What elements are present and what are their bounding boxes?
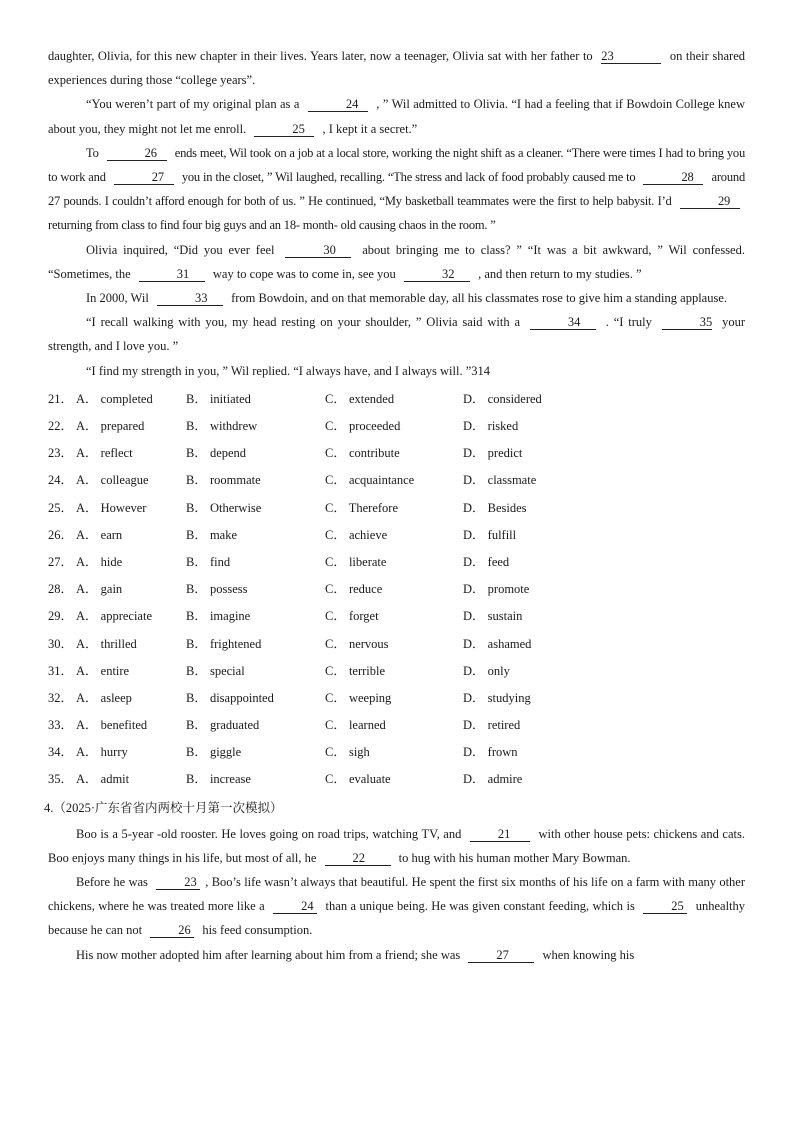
option-a[interactable]: A． admit <box>76 772 130 787</box>
question-row <box>48 386 745 413</box>
option-d[interactable]: D． Besides <box>463 500 527 515</box>
text: ends meet, Wil took on a job at a local store, working the night shift as a cleaner. “There were times I had to bring you to work and <box>48 145 745 185</box>
question-row <box>48 413 745 440</box>
text: daughter, Olivia, for this new chapter in their lives. Years later, now a teenager, Olivia sat with her father to <box>48 49 597 63</box>
question-number: 25． <box>48 500 74 515</box>
option-d[interactable]: D． feed <box>463 554 510 569</box>
blank-33: 33 <box>157 291 223 306</box>
blank-21: 21 <box>470 827 530 842</box>
question-row <box>48 712 745 739</box>
question-row <box>48 576 745 603</box>
option-b[interactable]: B． special <box>186 663 245 678</box>
option-a[interactable]: A． appreciate <box>76 609 153 624</box>
option-c[interactable]: C． learned <box>325 718 386 733</box>
option-b[interactable]: B． giggle <box>186 745 242 760</box>
option-b[interactable]: B． increase <box>186 772 251 787</box>
passage-paragraph <box>48 238 745 286</box>
text: around 27 pounds. I couldn’t afford enough for both of us. ” He continued, “My basketball teammates were the first to help babysit. I’d <box>48 170 746 209</box>
option-d[interactable]: D． only <box>463 663 510 678</box>
option-a[interactable]: A． However <box>76 500 147 515</box>
option-a[interactable]: A． benefited <box>76 718 148 733</box>
passage-paragraph <box>48 943 745 967</box>
text: In 2000, Wil <box>86 291 152 306</box>
option-b[interactable]: B． graduated <box>186 718 260 733</box>
blank-23: 23 <box>156 875 200 890</box>
question-row <box>48 631 745 658</box>
option-c[interactable]: C． terrible <box>325 663 386 678</box>
option-c[interactable]: C． liberate <box>325 554 387 569</box>
text: when knowing his <box>539 947 635 962</box>
passage-paragraph <box>48 141 745 238</box>
question-number: 28． <box>48 582 74 597</box>
option-a[interactable]: A． hide <box>76 554 123 569</box>
question-row <box>48 495 745 522</box>
text: , ” Wil admitted to Olivia. “I had a feeling that if Bowdoin College knew about you, they might not let me enroll. <box>48 97 746 136</box>
blank-29: 29 <box>680 194 740 209</box>
option-d[interactable]: D． predict <box>463 446 523 461</box>
text: , I kept it a secret.” <box>319 121 418 136</box>
option-c[interactable]: C． forget <box>325 609 379 624</box>
option-c[interactable]: C． weeping <box>325 690 392 705</box>
blank-24: 24 <box>273 899 317 914</box>
blank-27: 27 <box>468 948 534 963</box>
question-number: 35． <box>48 772 74 787</box>
text: , Boo’s life wasn’t always that beautiful. He spent the first six months of his life on a farm with many other chickens, where he was treated more like a <box>48 875 746 914</box>
option-c[interactable]: C． contribute <box>325 446 400 461</box>
text: on their shared experiences during those “college years”. <box>48 49 745 88</box>
question-number: 21． <box>48 391 74 406</box>
option-c[interactable]: C． reduce <box>325 582 383 597</box>
option-d[interactable]: D． admire <box>463 772 523 787</box>
text: “I find my strength in you, ” Wil replied. “I always have, and I always will. ”314 <box>86 363 491 378</box>
option-d[interactable]: D． frown <box>463 745 518 760</box>
document-page <box>44 44 746 967</box>
options-list <box>48 386 745 794</box>
option-d[interactable]: D． considered <box>463 391 542 406</box>
option-d[interactable]: D． ashamed <box>463 636 532 651</box>
passage-paragraph <box>48 44 745 92</box>
question-row <box>48 766 745 793</box>
option-a[interactable]: A． asleep <box>76 690 132 705</box>
blank-24: 24 <box>308 97 368 112</box>
option-c[interactable]: C． extended <box>325 391 395 406</box>
text: to hug with his human mother Mary Bowman. <box>395 850 631 865</box>
text: unhealthy because he can not <box>48 899 746 938</box>
question-number: 32． <box>48 690 74 705</box>
passage-paragraph <box>48 870 745 943</box>
question-row <box>48 685 745 712</box>
text: about bringing me to class? ” “It was a bit awkward, ” Wil confessed. “Sometimes, the <box>48 242 745 281</box>
text: his feed consumption. <box>199 923 313 938</box>
text: . “I truly <box>600 315 657 330</box>
question-row <box>48 440 745 467</box>
question-row <box>48 603 745 630</box>
option-b[interactable]: B． roommate <box>186 473 261 488</box>
option-a[interactable]: A． thrilled <box>76 636 137 651</box>
blank-31: 31 <box>139 267 205 282</box>
blank-30: 30 <box>285 243 351 258</box>
option-d[interactable]: D． studying <box>463 690 531 705</box>
passage-paragraph <box>48 286 745 310</box>
text: Before he was <box>76 875 152 890</box>
option-c[interactable]: C． sigh <box>325 745 370 760</box>
option-b[interactable]: B． possess <box>186 582 248 597</box>
passage-paragraph <box>48 310 745 358</box>
option-a[interactable]: A． colleague <box>76 473 149 488</box>
option-a[interactable]: A． entire <box>76 663 130 678</box>
text: “I recall walking with you, my head resting on your shoulder, ” Olivia said with a <box>86 315 525 330</box>
section-heading: 4.（2025·广东省省内两校十月第一次模拟） <box>44 800 283 815</box>
question-row <box>48 467 745 494</box>
text: with other house pets: chickens and cats. Boo enjoys many things in his life, but most of all, he <box>48 826 745 865</box>
question-number: 31． <box>48 663 74 678</box>
question-row <box>48 549 745 576</box>
text: than a unique being. He was given constant feeding, which is <box>322 899 639 914</box>
text: To <box>86 145 102 160</box>
option-d[interactable]: D． promote <box>463 582 530 597</box>
text: you in the closet, ” Wil laughed, recalling. “The stress and lack of food probably caused me to <box>178 170 639 185</box>
question-number: 34． <box>48 745 74 760</box>
question-row <box>48 739 745 766</box>
text: returning from class to find four big guys and an 18- month- old causing chaos in the room. ” <box>48 218 496 233</box>
blank-22: 22 <box>325 851 391 866</box>
option-d[interactable]: D． fulfill <box>463 527 517 542</box>
passage-2 <box>48 822 745 967</box>
option-b[interactable]: B． depend <box>186 446 247 461</box>
text: His now mother adopted him after learning about him from a friend; she was <box>76 947 464 962</box>
blank-27: 27 <box>114 170 174 185</box>
option-c[interactable]: C． evaluate <box>325 772 391 787</box>
blank-23: 23 <box>601 49 661 64</box>
option-d[interactable]: D． sustain <box>463 609 523 624</box>
text: , and then return to my studies. ” <box>474 266 642 281</box>
question-number: 26． <box>48 527 74 542</box>
option-a[interactable]: A． completed <box>76 391 153 406</box>
option-a[interactable]: A． reflect <box>76 446 133 461</box>
blank-28: 28 <box>643 170 703 185</box>
blank-34: 34 <box>530 315 596 330</box>
option-d[interactable]: D． classmate <box>463 473 537 488</box>
option-b[interactable]: B． make <box>186 527 238 542</box>
option-b[interactable]: B． disappointed <box>186 690 274 705</box>
option-b[interactable]: B． frightened <box>186 636 262 651</box>
question-number: 29． <box>48 609 74 624</box>
option-c[interactable]: C． achieve <box>325 527 388 542</box>
option-a[interactable]: A． hurry <box>76 745 128 760</box>
option-b[interactable]: B． find <box>186 554 231 569</box>
option-a[interactable]: A． gain <box>76 582 123 597</box>
question-number: 24． <box>48 473 74 488</box>
question-row <box>48 522 745 549</box>
option-c[interactable]: C． Therefore <box>325 500 399 515</box>
question-number: 27． <box>48 554 74 569</box>
passage-paragraph <box>48 92 745 140</box>
question-number: 30． <box>48 636 74 651</box>
question-number: 22． <box>48 419 74 434</box>
option-a[interactable]: A． earn <box>76 527 123 542</box>
text: “You weren’t part of my original plan as a <box>86 97 303 112</box>
text: Boo is a 5-year -old rooster. He loves going on road trips, watching TV, and <box>76 826 465 841</box>
option-b[interactable]: B． Otherwise <box>186 500 262 515</box>
text: Olivia inquired, “Did you ever feel <box>86 242 281 257</box>
blank-32: 32 <box>404 267 470 282</box>
passage-paragraph <box>48 359 745 383</box>
text: from Bowdoin, and on that memorable day, all his classmates rose to give him a standing applause. <box>227 291 728 306</box>
option-b[interactable]: B． initiated <box>186 391 251 406</box>
blank-25: 25 <box>643 899 687 914</box>
blank-26: 26 <box>150 923 194 938</box>
option-c[interactable]: C． proceeded <box>325 419 401 434</box>
blank-26: 26 <box>107 146 167 161</box>
option-b[interactable]: B． withdrew <box>186 419 258 434</box>
option-b[interactable]: B． imagine <box>186 609 251 624</box>
option-c[interactable]: C． acquaintance <box>325 473 415 488</box>
text: your strength, and I love you. ” <box>48 315 745 354</box>
text: way to cope was to come in, see you <box>209 266 399 281</box>
option-a[interactable]: A． prepared <box>76 419 145 434</box>
passage-paragraph <box>48 822 745 870</box>
question-row <box>48 658 745 685</box>
blank-35: 35 <box>662 315 713 330</box>
option-c[interactable]: C． nervous <box>325 636 389 651</box>
option-d[interactable]: D． risked <box>463 419 519 434</box>
question-number: 33． <box>48 718 74 733</box>
option-d[interactable]: D． retired <box>463 718 521 733</box>
question-number: 23． <box>48 446 74 461</box>
blank-25: 25 <box>254 122 314 137</box>
